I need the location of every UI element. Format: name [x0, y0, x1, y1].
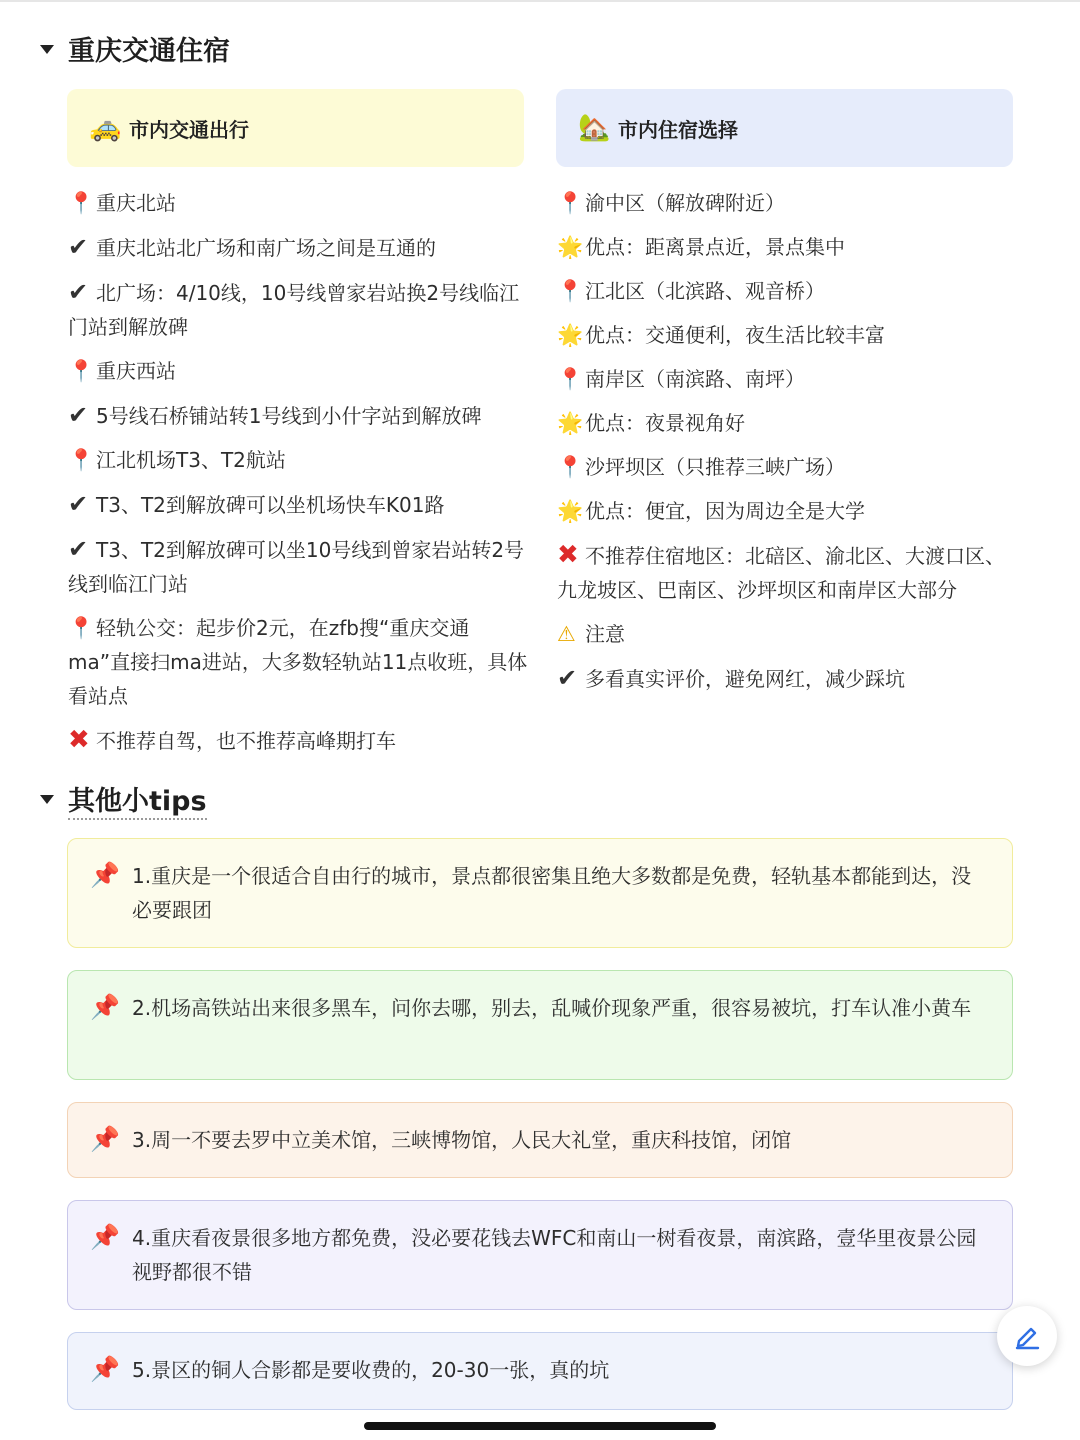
pushpin-icon: 📌 — [90, 1125, 120, 1153]
check-icon: ✔ — [68, 278, 89, 306]
check-icon: ✔ — [68, 490, 89, 518]
list-item: ✔ 5号线石桥铺站转1号线到小什字站到解放碑 — [68, 398, 528, 433]
list-item: ✔ 多看真实评价，避免网红，减少踩坑 — [557, 661, 1017, 696]
list-item: 📍沙坪坝区（只推荐三峡广场） — [557, 450, 1017, 484]
section-toggle-transport-lodging[interactable] — [40, 28, 230, 68]
tip-text: 4.重庆看夜景很多地方都免费，没必要花钱去WFC和南山一树看夜景，南滨路，壹华里夜景公园视野都很不错 — [132, 1226, 977, 1284]
edit-pencil-icon — [1012, 1321, 1042, 1351]
pin-icon: 📍 — [68, 616, 95, 640]
transport-card-title: 市内交通出行 — [129, 117, 249, 142]
star-icon: 🌟 — [557, 235, 584, 259]
list-item: 🌟优点：交通便利，夜生活比较丰富 — [557, 318, 1017, 352]
lodging-list — [557, 186, 1017, 706]
pushpin-icon: 📌 — [90, 861, 120, 889]
tip-text: 2.机场高铁站出来很多黑车，问你去哪，别去，乱喊价现象严重，很容易被坑，打车认准小黄车 — [132, 996, 972, 1020]
list-item: 📍重庆北站 — [68, 186, 528, 220]
list-item: ✖ 不推荐住宿地区：北碚区、渝北区、大渡口区、九龙坡区、巴南区、沙坪坝区和南岸区大部分 — [557, 540, 1005, 602]
pushpin-icon: 📌 — [90, 1355, 120, 1383]
check-icon: ✔ — [557, 664, 578, 692]
house-icon: 🏡 — [578, 113, 611, 143]
pin-icon: 📍 — [557, 191, 584, 215]
caret-down-icon[interactable] — [40, 45, 54, 54]
pin-icon: 📍 — [68, 191, 95, 215]
pushpin-icon: 📌 — [90, 993, 120, 1021]
transport-list — [68, 186, 528, 768]
star-icon: 🌟 — [557, 323, 584, 347]
list-item: ✔ 北广场：4/10线，10号线曾家岩站换2号线临江门站到解放碑 — [68, 275, 528, 344]
cross-icon: ✖ — [557, 540, 579, 570]
pin-icon: 📍 — [557, 279, 584, 303]
tip-callout-4 — [67, 1200, 1013, 1310]
star-icon: 🌟 — [557, 411, 584, 435]
warning-icon: ⚠ — [557, 622, 576, 646]
caret-down-icon[interactable] — [40, 795, 54, 804]
check-icon: ✔ — [68, 535, 89, 563]
cross-icon: ✖ — [68, 725, 90, 755]
list-item: ✔ T3、T2到解放碑可以坐机场快车K01路 — [68, 487, 528, 522]
lodging-card-header — [556, 89, 1013, 167]
check-icon: ✔ — [68, 233, 89, 261]
transport-card-header — [67, 89, 524, 167]
list-item: ⚠ 注意 — [557, 617, 1017, 651]
tip-text: 5.景区的铜人合影都是要收费的，20-30一张，真的坑 — [132, 1358, 610, 1382]
pin-icon: 📍 — [68, 448, 95, 472]
list-item: 🌟优点：夜景视角好 — [557, 406, 1017, 440]
tip-callout-3 — [67, 1102, 1013, 1178]
pin-icon: 📍 — [557, 455, 584, 479]
tip-callout-5 — [67, 1332, 1013, 1410]
pin-icon: 📍 — [557, 367, 584, 391]
list-item: 📍江北机场T3、T2航站 — [68, 443, 528, 477]
list-item: 🌟优点：便宜，因为周边全是大学 — [557, 494, 1017, 528]
pushpin-icon: 📌 — [90, 1223, 120, 1251]
list-item: 🌟优点：距离景点近，景点集中 — [557, 230, 1017, 264]
tip-callout-2 — [67, 970, 1013, 1080]
home-indicator[interactable] — [364, 1422, 716, 1430]
tip-text: 3.周一不要去罗中立美术馆，三峡博物馆，人民大礼堂，重庆科技馆，闭馆 — [132, 1128, 792, 1152]
tip-callout-1 — [67, 838, 1013, 948]
tip-text: 1.重庆是一个很适合自由行的城市，景点都很密集且绝大多数都是免费，轻轨基本都能到达，没必要跟团 — [132, 864, 972, 922]
list-item: ✔ T3、T2到解放碑可以坐10号线到曾家岩站转2号线到临江门站 — [68, 532, 528, 601]
pin-icon: 📍 — [68, 359, 95, 383]
list-item: 📍南岸区（南滨路、南坪） — [557, 362, 1017, 396]
list-item: ✔ 重庆北站北广场和南广场之间是互通的 — [68, 230, 528, 265]
section-title: 其他小tips — [68, 779, 207, 818]
taxi-icon: 🚕 — [89, 113, 122, 143]
lodging-card-title: 市内住宿选择 — [618, 117, 738, 142]
section-toggle-tips[interactable] — [40, 778, 207, 818]
top-divider — [0, 0, 1080, 2]
edit-button[interactable] — [997, 1306, 1057, 1366]
list-item: 📍渝中区（解放碑附近） — [557, 186, 1017, 220]
star-icon: 🌟 — [557, 499, 584, 523]
check-icon: ✔ — [68, 401, 89, 429]
list-item: ✖ 不推荐自驾，也不推荐高峰期打车 — [68, 725, 396, 755]
list-item: 📍重庆西站 — [68, 354, 528, 388]
list-item: 📍轻轨公交：起步价2元，在zfb搜“重庆交通ma”直接扫ma进站，大多数轻轨站11点收班，具体看站点 — [68, 611, 528, 713]
section-title: 重庆交通住宿 — [68, 35, 230, 67]
list-item: 📍江北区（北滨路、观音桥） — [557, 274, 1017, 308]
